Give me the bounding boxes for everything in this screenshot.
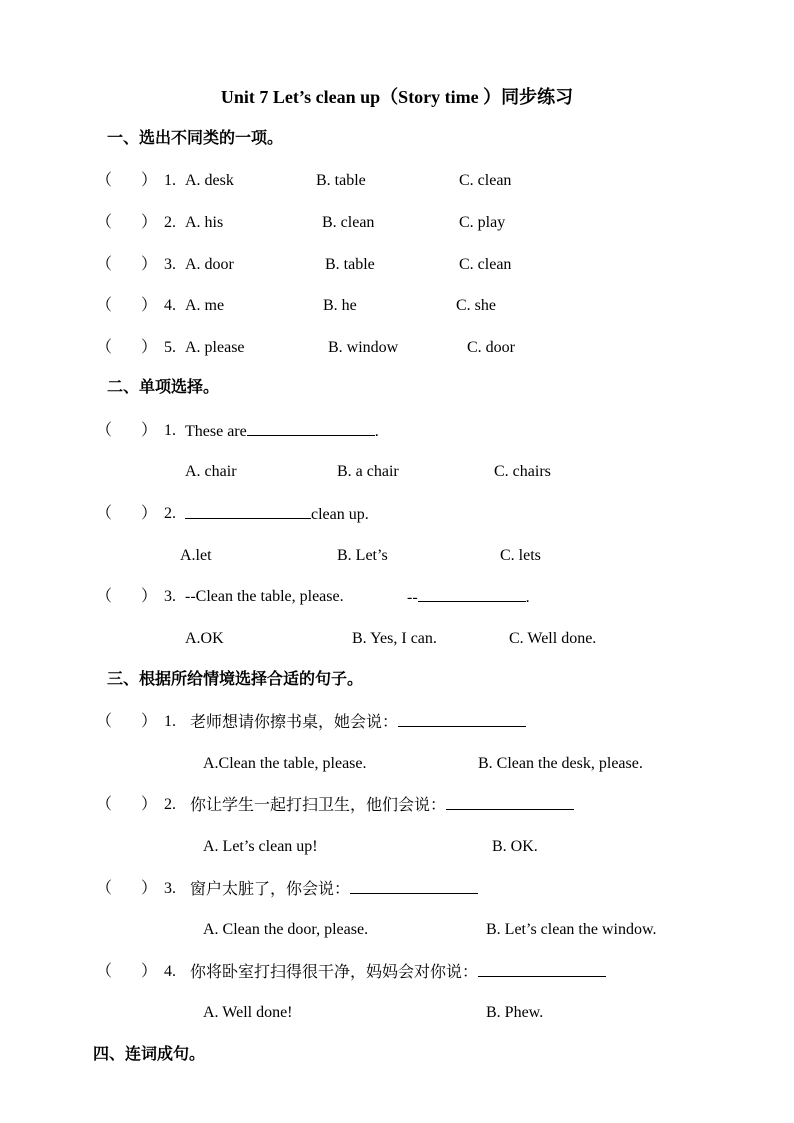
- answer-paren-close: ）: [141, 339, 158, 356]
- option-a: A.OK: [185, 630, 224, 647]
- option-b: B. Let’s clean the window.: [486, 921, 657, 938]
- answer-blank[interactable]: [446, 795, 574, 810]
- option-a: A. desk: [185, 172, 234, 189]
- answer-paren-open: （: [96, 172, 113, 189]
- option-b: B. Yes, I can.: [352, 630, 437, 647]
- question-text: [190, 712, 526, 733]
- answer-paren-open: （: [96, 505, 113, 522]
- answer-paren-close: ）: [141, 214, 158, 231]
- option-a: A. please: [185, 339, 245, 356]
- answer-paren-open: （: [96, 713, 113, 730]
- section-3-heading: 三、根据所给情境选择合适的句子。: [107, 671, 364, 688]
- question-text: [190, 962, 606, 983]
- option-a: A.Clean the table, please.: [203, 755, 367, 772]
- question-number: 2.: [164, 505, 176, 522]
- response-line: [407, 587, 530, 608]
- answer-paren-open: （: [96, 297, 113, 314]
- answer-paren-close: ）: [141, 297, 158, 314]
- answer-blank[interactable]: [247, 421, 375, 436]
- option-b: B. OK.: [492, 838, 538, 855]
- answer-paren-close: ）: [141, 588, 158, 605]
- section-4-heading: 四、连词成句。: [93, 1046, 206, 1063]
- option-c: C. clean: [459, 172, 512, 189]
- answer-paren-open: （: [96, 880, 113, 897]
- option-a: A. me: [185, 297, 225, 314]
- question-stem: 老师想请你擦书桌，她会说：: [190, 714, 399, 731]
- answer-blank[interactable]: [398, 712, 526, 727]
- answer-blank[interactable]: [478, 962, 606, 977]
- answer-paren-open: （: [96, 422, 113, 439]
- option-b: B. clean: [322, 214, 375, 231]
- answer-paren-close: ）: [141, 713, 158, 730]
- answer-paren-close: ）: [141, 880, 158, 897]
- section-1-heading: 一、选出不同类的一项。: [107, 130, 284, 147]
- answer-blank[interactable]: [418, 587, 526, 602]
- question-number: 1.: [164, 422, 176, 439]
- question-text: [190, 795, 574, 816]
- answer-paren-open: （: [96, 256, 113, 273]
- question-number: 3.: [164, 880, 176, 897]
- answer-paren-close: ）: [141, 422, 158, 439]
- question-end: clean up.: [311, 506, 369, 523]
- option-b: B. Clean the desk, please.: [478, 755, 643, 772]
- option-a: A. his: [185, 214, 224, 231]
- answer-paren-open: （: [96, 588, 113, 605]
- answer-paren-close: ）: [141, 796, 158, 813]
- question-stem: --Clean the table, please.: [185, 588, 344, 605]
- question-number: 3.: [164, 588, 176, 605]
- option-c: C. she: [456, 297, 496, 314]
- option-b: B. a chair: [337, 463, 399, 480]
- answer-paren-close: ）: [141, 172, 158, 189]
- question-stem: 你将卧室打扫得很干净，妈妈会对你说：: [190, 964, 479, 981]
- answer-paren-close: ）: [141, 505, 158, 522]
- question-number: 2.: [164, 796, 176, 813]
- option-c: C. play: [459, 214, 506, 231]
- question-text: [190, 879, 478, 900]
- option-a: A. chair: [185, 463, 237, 480]
- question-number: 1.: [164, 172, 176, 189]
- answer-paren-open: （: [96, 796, 113, 813]
- dash: --: [407, 589, 418, 606]
- page-title: Unit 7 Let’s clean up（Story time ）同步练习: [220, 87, 574, 107]
- question-text: [185, 421, 379, 442]
- question-number: 4.: [164, 963, 176, 980]
- option-b: B. table: [316, 172, 366, 189]
- answer-paren-open: （: [96, 214, 113, 231]
- option-b: B. window: [328, 339, 399, 356]
- question-number: 5.: [164, 339, 176, 356]
- question-stem: 你让学生一起打扫卫生，他们会说：: [190, 797, 447, 814]
- question-stem: 窗户太脏了，你会说：: [190, 881, 351, 898]
- option-c: C. chairs: [494, 463, 551, 480]
- option-b: B. Phew.: [486, 1004, 544, 1021]
- option-c: C. lets: [500, 547, 541, 564]
- option-b: B. table: [325, 256, 375, 273]
- answer-paren-open: （: [96, 963, 113, 980]
- question-number: 4.: [164, 297, 176, 314]
- option-a: A. door: [185, 256, 234, 273]
- question-number: 3.: [164, 256, 176, 273]
- option-a: A. Let’s clean up!: [203, 838, 318, 855]
- option-b: B. he: [323, 297, 357, 314]
- answer-blank[interactable]: [185, 504, 311, 519]
- option-a: A.let: [180, 547, 212, 564]
- option-c: C. Well done.: [509, 630, 597, 647]
- answer-paren-close: ）: [141, 256, 158, 273]
- option-c: C. door: [467, 339, 515, 356]
- question-number: 2.: [164, 214, 176, 231]
- option-a: A. Clean the door, please.: [203, 921, 369, 938]
- answer-paren-open: （: [96, 339, 113, 356]
- question-end: .: [374, 423, 379, 440]
- option-b: B. Let’s: [337, 547, 388, 564]
- section-2-heading: 二、单项选择。: [107, 379, 220, 396]
- answer-blank[interactable]: [350, 879, 478, 894]
- answer-paren-close: ）: [141, 963, 158, 980]
- question-end: .: [525, 589, 530, 606]
- question-stem: These are: [185, 423, 247, 440]
- question-number: 1.: [164, 713, 176, 730]
- option-c: C. clean: [459, 256, 512, 273]
- option-a: A. Well done!: [203, 1004, 293, 1021]
- question-text: [185, 504, 369, 525]
